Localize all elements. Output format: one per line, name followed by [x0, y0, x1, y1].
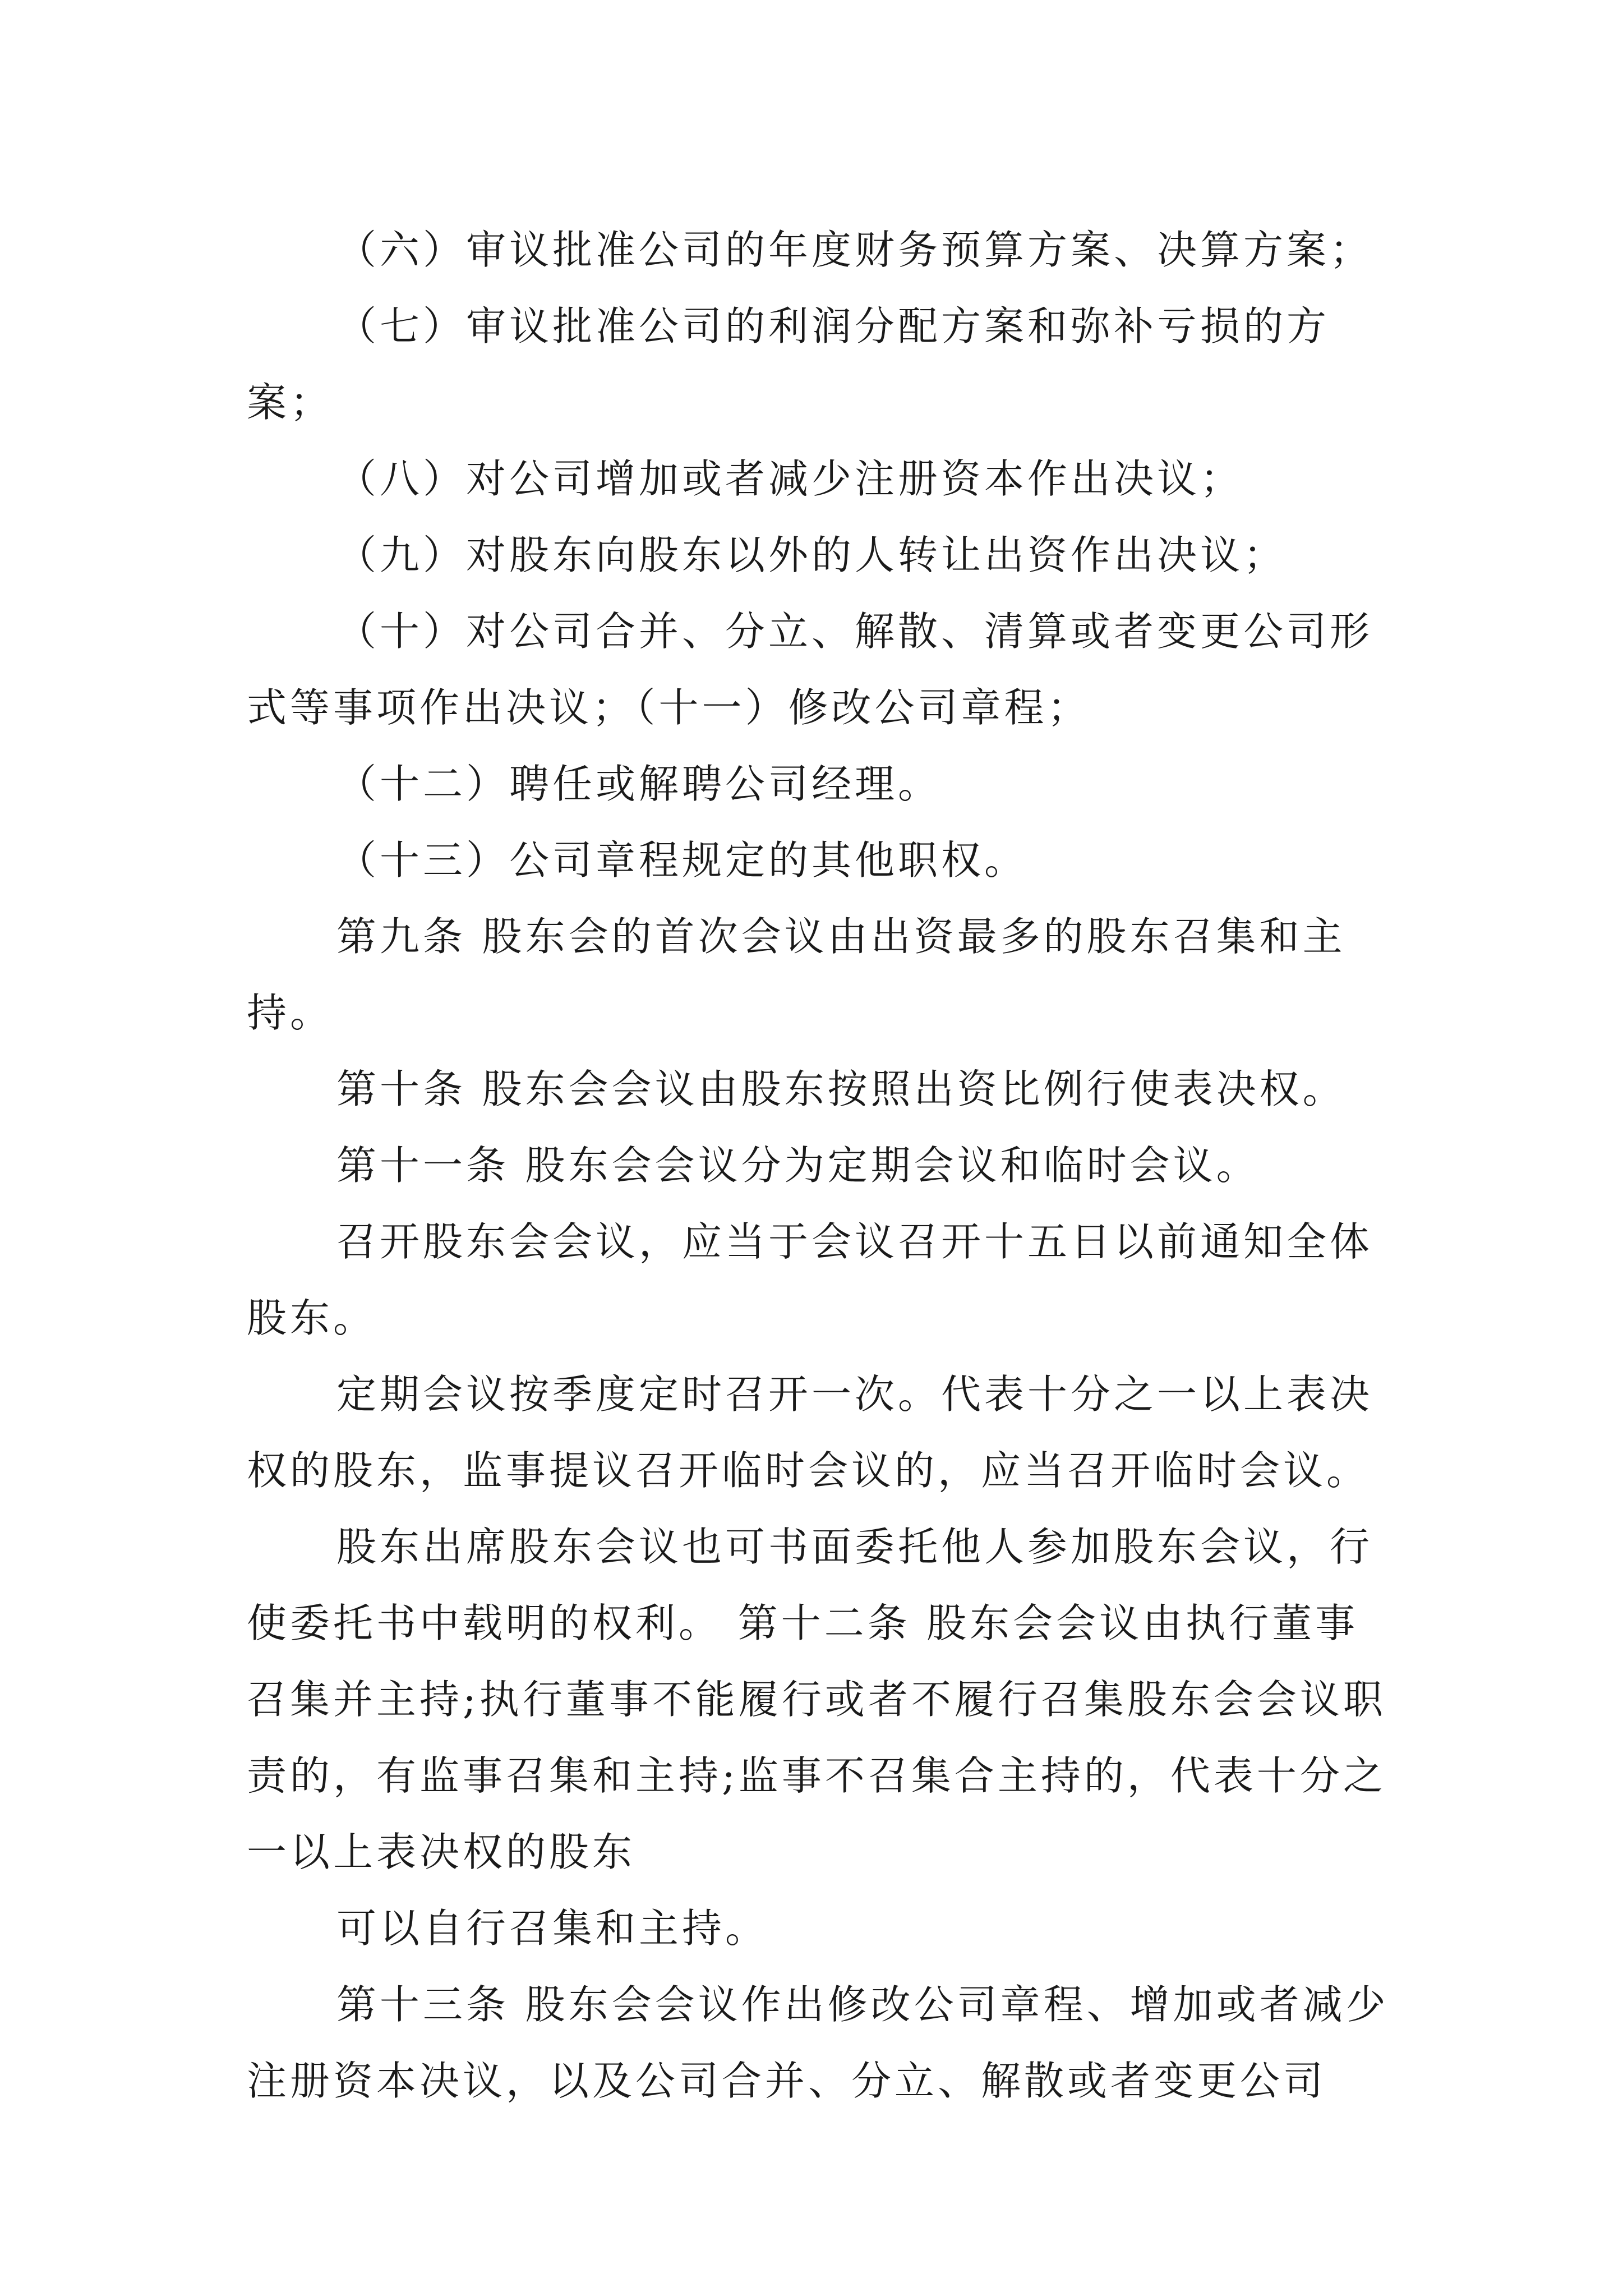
paragraph-regular-meetings: 定期会议按季度定时召开一次。代表十分之一以上表决权的股东，监事提议召开临时会议的，应当召开临时会议。 [247, 1371, 1373, 1494]
paragraph-item-13: （十三）公司章程规定的其他职权。 [336, 837, 1028, 884]
paragraph-item-10-11: （十）对公司合并、分立、解散、清算或者变更公司形式等事项作出决议；（十一）修改公司章程； [247, 608, 1373, 731]
paragraph-proxy-and-article-12: 股东出席股东会议也可书面委托他人参加股东会议，行使委托书中载明的权利。 第十二条 股东会会议由执行董事召集并主持;执行董事不能履行或者不履行召集股东会会议职责的，有监事召集和主持;监事不召集合主持的，代表十分之一以上表决权的股东 [247, 1524, 1386, 1875]
paragraph-item-8: （八）对公司增加或者减少注册资本作出决议； [336, 455, 1244, 502]
paragraph-meeting-notice: 召开股东会会议，应当于会议召开十五日以前通知全体股东。 [247, 1218, 1373, 1341]
paragraph-item-6: （六）审议批准公司的年度财务预算方案、决算方案； [336, 227, 1373, 273]
paragraph-article-10: 第十条 股东会会议由股东按照出资比例行使表决权。 [336, 1066, 1346, 1112]
paragraph-item-9: （九）对股东向股东以外的人转让出资作出决议； [336, 532, 1287, 578]
document-body [247, 212, 1391, 2119]
paragraph-article-13: 第十三条 股东会会议作出修改公司章程、增加或者减少注册资本决议，以及公司合并、分立、解散或者变更公司 [247, 1981, 1389, 2104]
paragraph-item-7: （七）审议批准公司的利润分配方案和弥补亏损的方案； [247, 303, 1330, 426]
paragraph-article-9: 第九条 股东会的首次会议由出资最多的股东召集和主持。 [247, 913, 1346, 1036]
paragraph-article-11: 第十一条 股东会会议分为定期会议和临时会议。 [336, 1142, 1260, 1189]
paragraph-item-12: （十二）聘任或解聘公司经理。 [336, 761, 942, 807]
paragraph-self-convene: 可以自行召集和主持。 [336, 1905, 769, 1952]
